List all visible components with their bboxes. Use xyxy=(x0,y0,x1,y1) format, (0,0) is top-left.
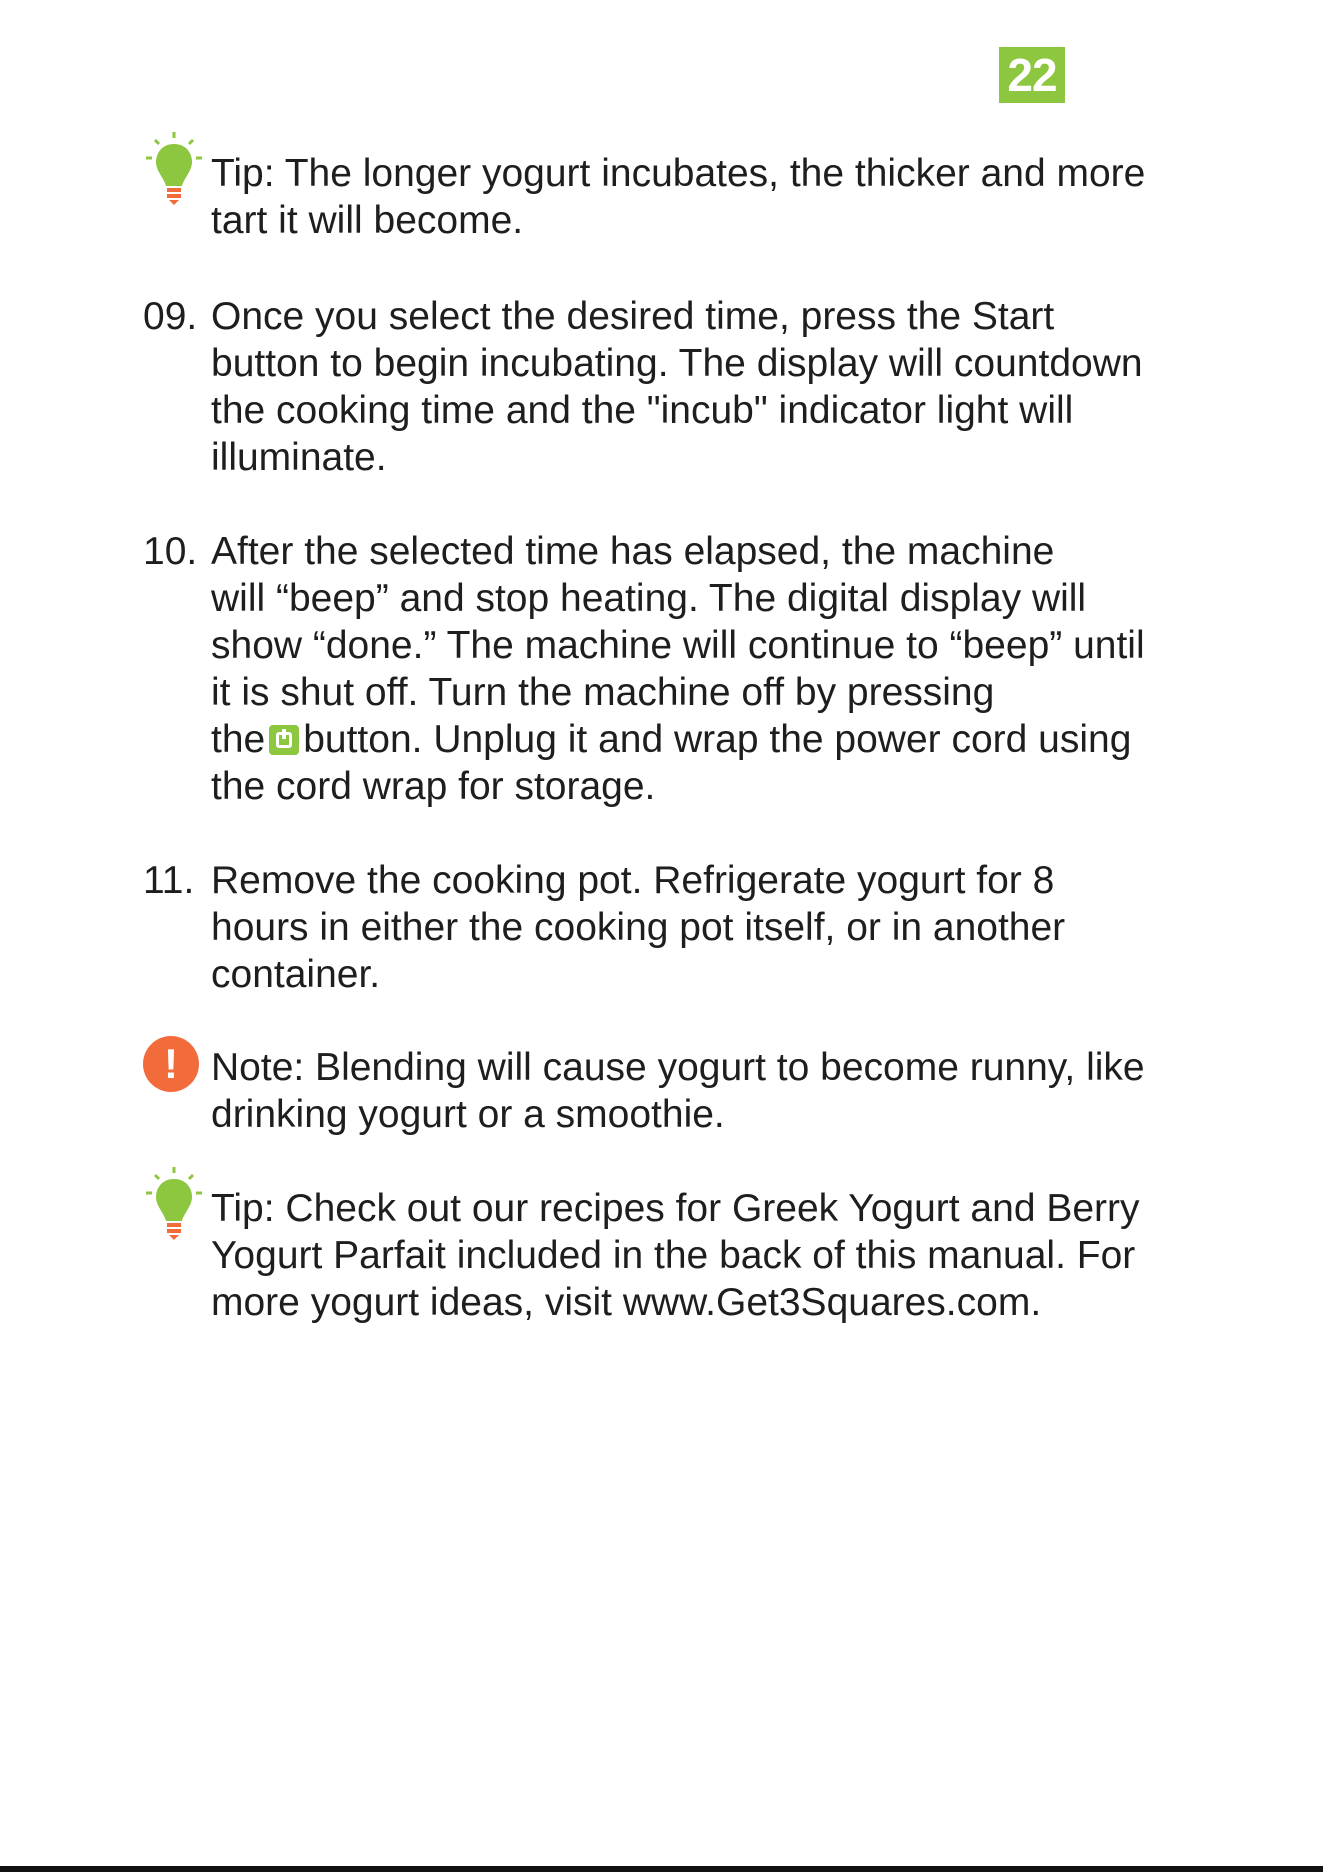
step-text: Once you select the desired time, press the Start button to begin incubating. The display will countdown the cooking time and the "incub" indicator light will illuminate. xyxy=(211,295,1143,479)
tip-text: Tip: Check out our recipes for Greek Yogurt and Berry Yogurt Parfait included in the back of this manual. For more yogurt ideas, visit www.Get3Squares.com. xyxy=(211,1187,1140,1324)
tip-text: Tip: The longer yogurt incubates, the thicker and more tart it will become. xyxy=(211,152,1146,242)
step-number: 09. xyxy=(143,295,198,338)
page-bottom-rule xyxy=(0,1866,1323,1872)
page-number: 22 xyxy=(999,47,1065,103)
step-text: Remove the cooking pot. Refrigerate yogurt for 8 hours in either the cooking pot itself, or in another container. xyxy=(211,859,1066,996)
lightbulb-icon xyxy=(144,1165,204,1245)
power-button-icon xyxy=(269,725,299,755)
step-text-after-icon: button. Unplug it and wrap the power cord using the cord wrap for storage. xyxy=(211,718,1132,808)
step-number: 11. xyxy=(143,859,195,902)
step-number: 10. xyxy=(143,530,198,573)
exclamation-icon: ! xyxy=(143,1036,199,1092)
lightbulb-icon xyxy=(144,130,204,210)
step-text-before-icon: After the selected time has elapsed, the machine will “beep” and stop heating. The digital display will show “done.” The machine will continue to “beep” until it is shut off. Turn the machine off by pressing the xyxy=(211,530,1145,761)
note-text: Note: Blending will cause yogurt to become runny, like drinking yogurt or a smoothie. xyxy=(211,1046,1145,1136)
step-text xyxy=(211,528,1211,810)
